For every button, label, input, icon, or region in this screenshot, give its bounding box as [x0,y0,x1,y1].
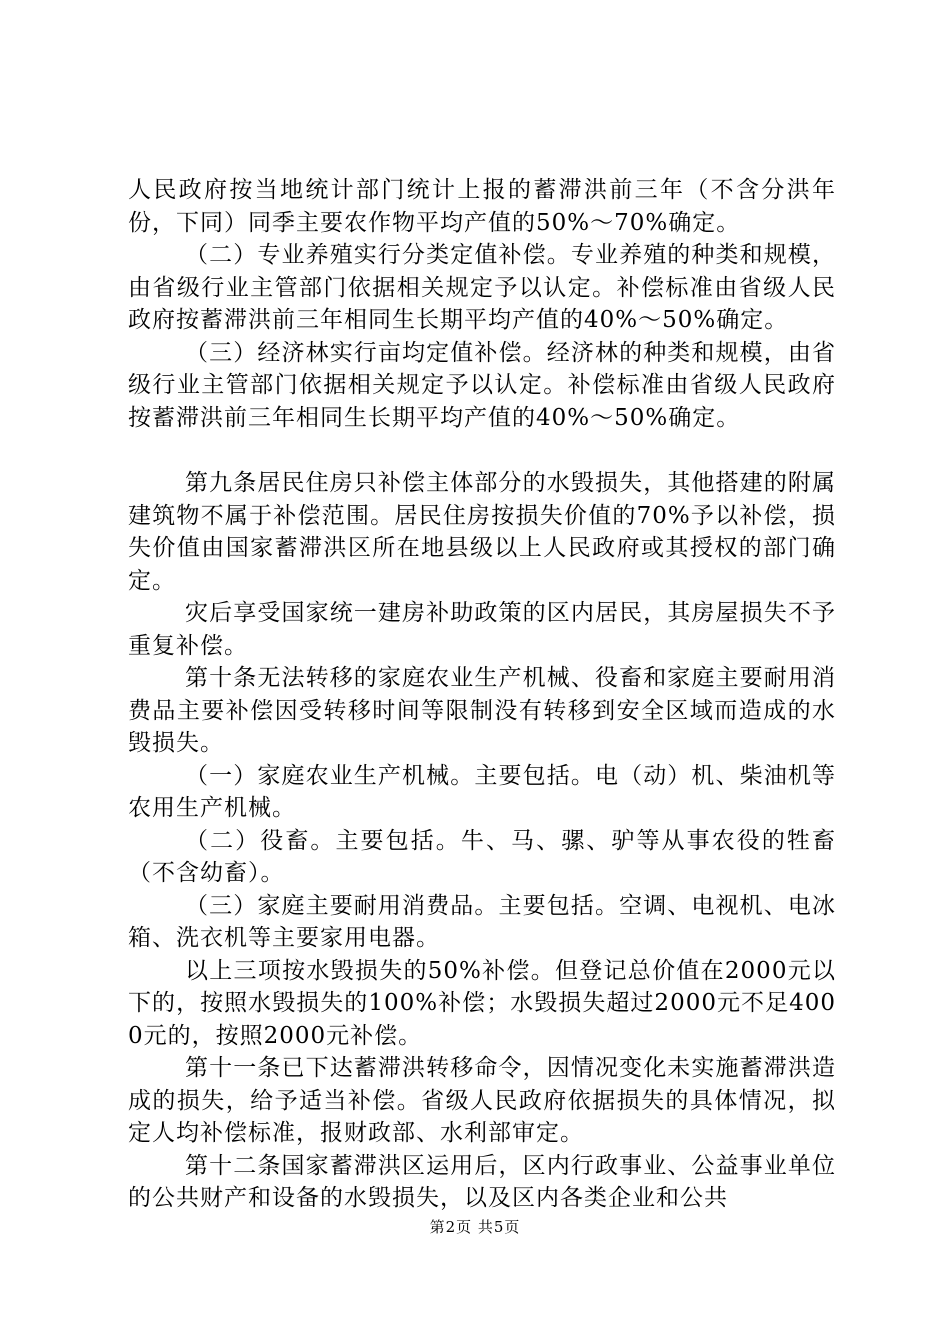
paragraph-no-duplicate-compensation: 灾后享受国家统一建房补助政策的区内居民，其房屋损失不予重复补偿。 [128,600,836,659]
paragraph-durable-goods: （三）家庭主要耐用消费品。主要包括。空调、电视机、电冰箱、洗衣机等主要家用电器。 [128,892,836,951]
paragraph-article-10: 第十条无法转移的家庭农业生产机械、役畜和家庭主要耐用消费品主要补偿因受转移时间等限制没有转移到安全区域而造成的水毁损失。 [128,665,836,756]
paragraph-article-11: 第十一条已下达蓄滞洪转移命令，因情况变化未实施蓄滞洪造成的损失，给予适当补偿。省级人民政府依据损失的具体情况，拟定人均补偿标准，报财政部、水利部审定。 [128,1055,836,1146]
paragraph-draft-animals: （二）役畜。主要包括。牛、马、骡、驴等从事农役的牲畜（不含幼畜）。 [128,827,836,886]
paragraph-article-12: 第十二条国家蓄滞洪区运用后，区内行政事业、公益事业单位的公共财产和设备的水毁损失，以及区内各类企业和公共 [128,1152,836,1211]
paragraph-economic-forest: （三）经济林实行亩均定值补偿。经济林的种类和规模，由省级行业主管部门依据相关规定予以认定。补偿标准由省级人民政府按蓄滞洪前三年相同生长期平均产值的40%～50%确定。 [128,339,836,431]
paragraph-specialized-breeding: （二）专业养殖实行分类定值补偿。专业养殖的种类和规模，由省级行业主管部门依据相关规定予以认定。补偿标准由省级人民政府按蓄滞洪前三年相同生长期平均产值的40%～50%确定。 [128,242,836,333]
paragraph-continuation: 人民政府按当地统计部门统计上报的蓄滞洪前三年（不含分洪年份，下同）同季主要农作物平均产值的50%～70%确定。 [128,177,836,236]
paragraph-gap [128,434,836,467]
paragraph-article-9: 第九条居民住房只补偿主体部分的水毁损失，其他搭建的附属建筑物不属于补偿范围。居民住房按损失价值的70%予以补偿，损失价值由国家蓄滞洪区所在地县级以上人民政府或其授权的部门确定。 [128,470,836,594]
document-body [128,174,836,1215]
paragraph-compensation-rates: 以上三项按水毁损失的50%补偿。但登记总价值在2000元以下的，按照水毁损失的100%补偿；水毁损失超过2000元不足4000元的，按照2000元补偿。 [128,957,836,1049]
page-number-footer: 第2页 共5页 [429,1218,521,1236]
paragraph-farm-machinery: （一）家庭农业生产机械。主要包括。电（动）机、柴油机等农用生产机械。 [128,762,836,821]
